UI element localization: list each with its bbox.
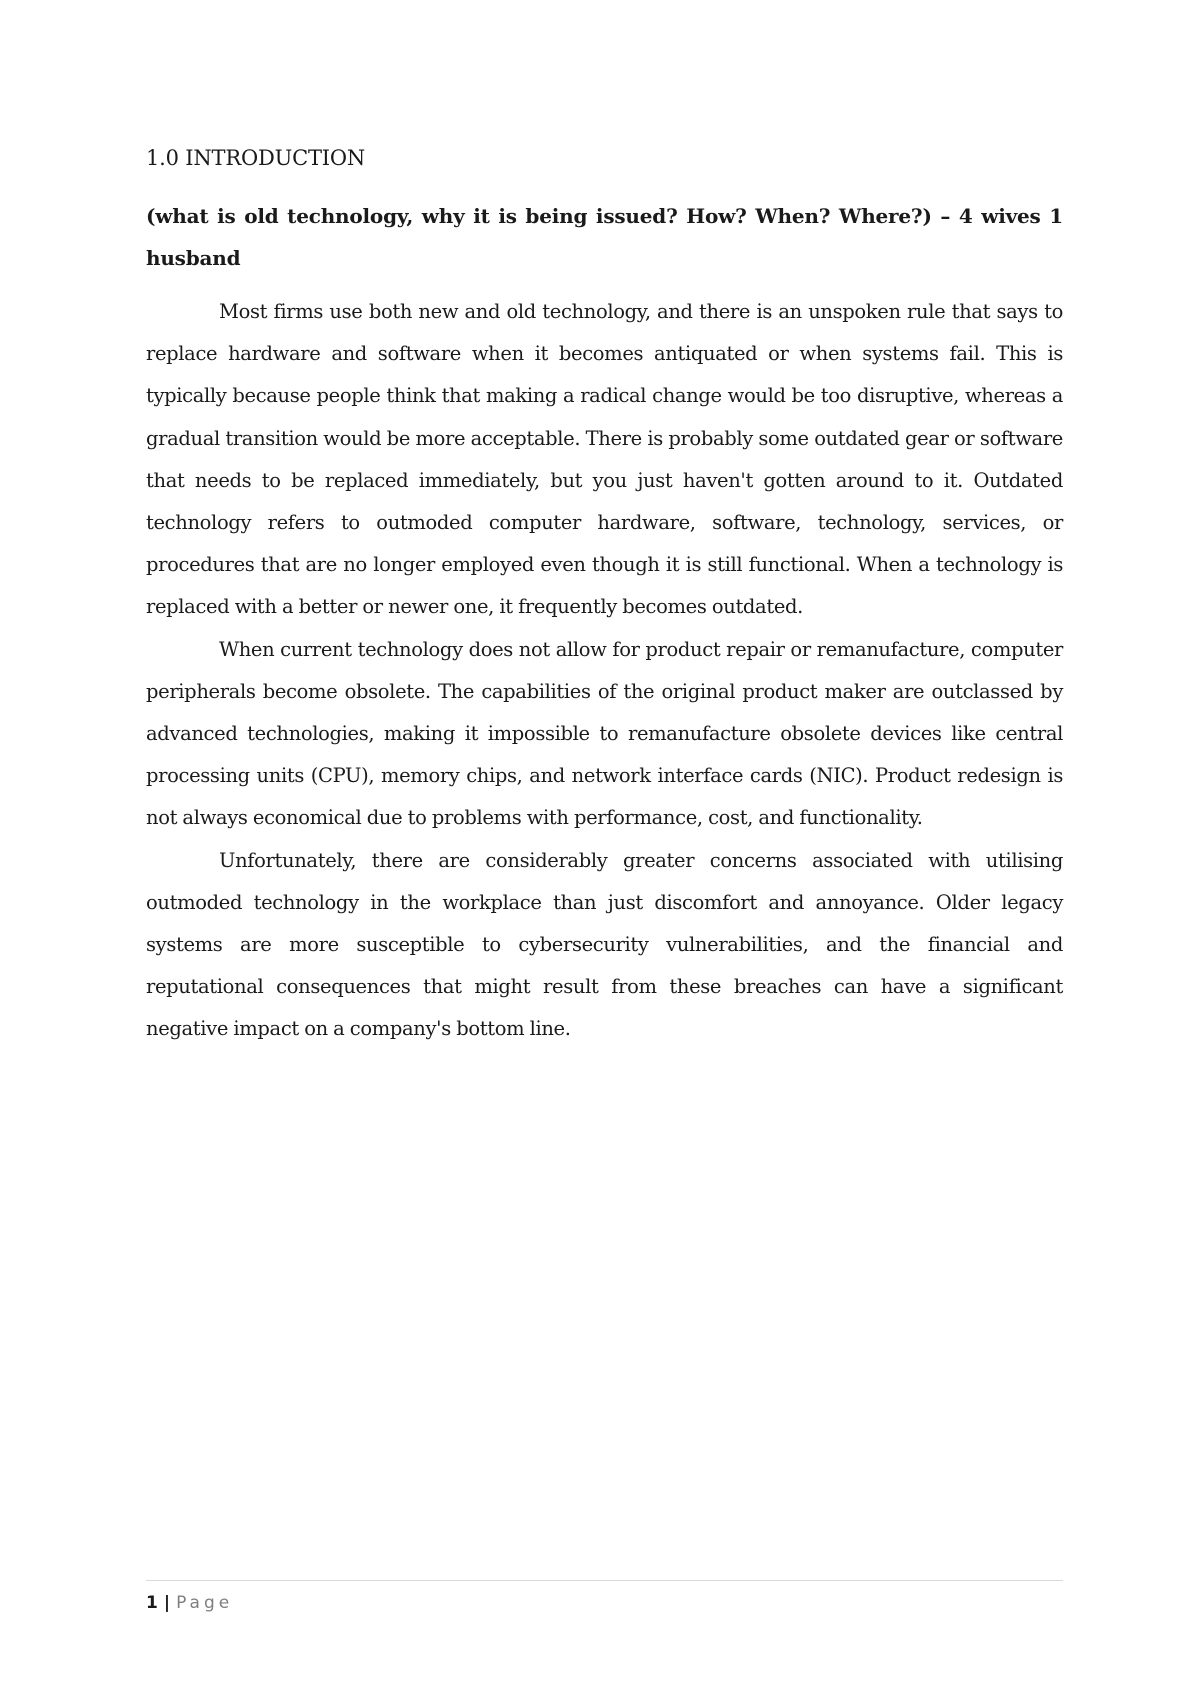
body-paragraph-3: Unfortunately, there are considerably greater concerns associated with utilising outmoded technology in the workplace than just discomfort and annoyance. Older legacy systems are more susceptible to cybersecurity vulnerabilities, and the financial and reputational consequences that might result from these breaches can have a significant negative impact on a company's bottom line. bbox=[146, 848, 1063, 1041]
section-subheading: (what is old technology, why it is being issued? How? When? Where?) – 4 wives 1 husband bbox=[146, 204, 1063, 270]
page-number: 1 bbox=[146, 1593, 158, 1613]
document-body bbox=[146, 143, 1063, 1051]
section-heading: 1.0 INTRODUCTION bbox=[146, 146, 366, 170]
body-paragraph-2: When current technology does not allow for product repair or remanufacture, computer peripherals become obsolete. The capabilities of the original product maker are outclassed by advanced technologies, making it impossible to remanufacture obsolete devices like central processing units (CPU), memory chips, and network interface cards (NIC). Product redesign is not always economical due to problems with performance, cost, and functionality. bbox=[146, 637, 1063, 830]
page-footer bbox=[146, 1580, 1063, 1613]
body-paragraph-1: Most firms use both new and old technology, and there is an unspoken rule that says to replace hardware and software when it becomes antiquated or when systems fail. This is typically because people think that making a radical change would be too disruptive, whereas a gradual transition would be more acceptable. There is probably some outdated gear or software that needs to be replaced immediately, but you just haven't gotten around to it. Outdated technology refers to outmoded computer hardware, software, technology, services, or procedures that are no longer employed even though it is still functional. When a technology is replaced with a better or newer one, it frequently becomes outdated. bbox=[146, 300, 1063, 619]
footer-separator: | bbox=[163, 1593, 171, 1613]
page-label: Page bbox=[176, 1593, 234, 1613]
